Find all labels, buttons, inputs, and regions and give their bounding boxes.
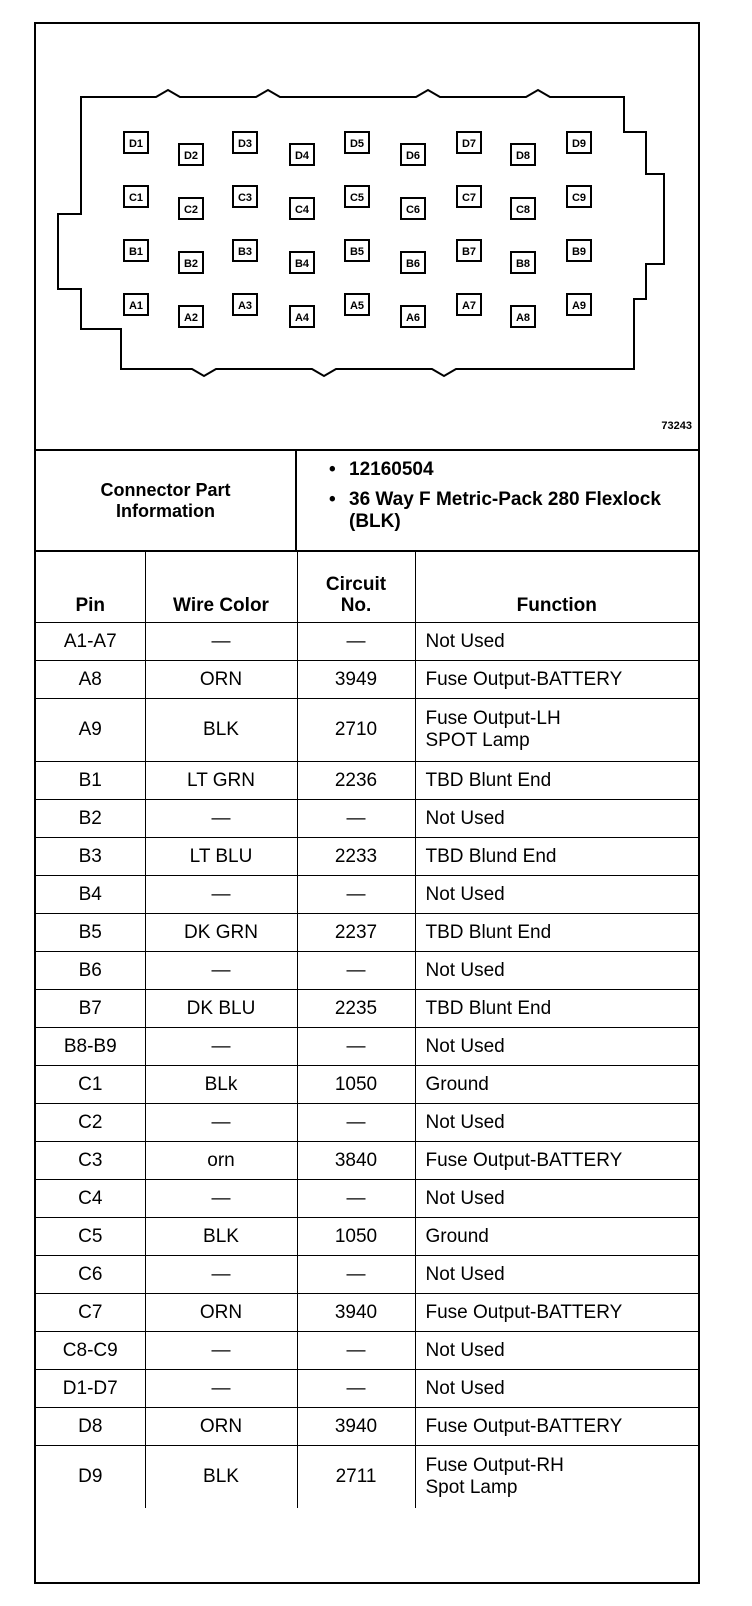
pin-cavity [567,186,591,207]
cell-pin: B8-B9 [36,1028,145,1066]
table-row [36,1332,698,1370]
cell-circuit-no: 2237 [297,914,415,952]
pin-cavity [511,198,535,219]
cell-wire-color: LT BLU [145,838,297,876]
pin-cavity [457,186,481,207]
cell-circuit-no: 1050 [297,1066,415,1104]
connector-sheet [34,22,700,1584]
pin-cavity-label: C6 [405,204,421,216]
cell-circuit-no: 3940 [297,1294,415,1332]
table-row [36,1180,698,1218]
header-circuit-no: Circuit No. [297,552,415,623]
pin-cavity-label: A2 [183,312,199,324]
cell-circuit-no: 1050 [297,1218,415,1256]
cell-pin: C4 [36,1180,145,1218]
cell-function: Not Used [415,1332,698,1370]
table-row [36,699,698,762]
pin-cavity-label: C2 [183,204,199,216]
pin-cavity [233,294,257,315]
table-row [36,1104,698,1142]
table-row [36,1142,698,1180]
cell-function: Not Used [415,1180,698,1218]
pin-cavity [345,240,369,261]
header-function: Function [415,552,698,623]
pin-cavity [401,144,425,165]
cell-circuit-no: — [297,1256,415,1294]
pin-cavity [233,240,257,261]
cell-function: Not Used [415,800,698,838]
pin-cavity-label: A9 [571,300,587,312]
cell-circuit-no: 2710 [297,699,415,762]
cell-function: Not Used [415,876,698,914]
cell-pin: D9 [36,1446,145,1509]
pin-cavity [124,240,148,261]
table-header-row [36,552,698,623]
cell-wire-color: BLK [145,699,297,762]
cell-circuit-no: — [297,623,415,661]
cell-circuit-no: — [297,1104,415,1142]
pin-cavity [567,132,591,153]
cell-pin: C7 [36,1294,145,1332]
pin-cavity-label: A1 [128,300,144,312]
cell-function: Fuse Output-BATTERY [415,1142,698,1180]
table-row [36,661,698,699]
cell-wire-color: — [145,1180,297,1218]
cell-function: TBD Blund End [415,838,698,876]
cell-function: Not Used [415,1256,698,1294]
cell-circuit-no: 3940 [297,1408,415,1446]
cell-wire-color: orn [145,1142,297,1180]
cell-pin: C1 [36,1066,145,1104]
cell-circuit-no: 2235 [297,990,415,1028]
pin-cavity [457,240,481,261]
cell-circuit-no: — [297,1370,415,1408]
pin-cavity-label: C1 [128,192,144,204]
cell-function: Fuse Output-BATTERY [415,1408,698,1446]
pin-cavity-label: B8 [515,258,531,270]
connector-part-info [36,451,698,552]
pin-cavity-label: C3 [237,192,253,204]
cell-wire-color: DK BLU [145,990,297,1028]
pin-cavity-label: D1 [128,138,144,150]
pin-cavity [179,144,203,165]
table-row [36,1028,698,1066]
cell-circuit-no: 3949 [297,661,415,699]
cell-pin: C2 [36,1104,145,1142]
cell-pin: B5 [36,914,145,952]
cell-pin: C5 [36,1218,145,1256]
pin-cavity-label: C9 [571,192,587,204]
cell-wire-color: — [145,800,297,838]
pin-cavity [233,132,257,153]
pin-cavity-label: D4 [294,150,310,162]
pin-cavity-label: A6 [405,312,421,324]
pin-cavity [401,252,425,273]
header-wire-color: Wire Color [145,552,297,623]
table-row [36,876,698,914]
cell-function: Fuse Output-LH SPOT Lamp [415,699,698,762]
connector-face-drawing [36,24,698,451]
pin-cavity-label: A4 [294,312,310,324]
cell-circuit-no: 2233 [297,838,415,876]
pin-cavity [457,294,481,315]
cell-circuit-no: — [297,1028,415,1066]
cell-function: TBD Blunt End [415,914,698,952]
pin-cavity [124,132,148,153]
pin-cavity-label: B6 [405,258,421,270]
pin-cavity-label: B4 [294,258,310,270]
cell-function: TBD Blunt End [415,762,698,800]
pin-cavity [567,294,591,315]
pin-cavity [290,252,314,273]
pin-cavity-label: B9 [571,246,587,258]
part-number: • 12160504 [329,459,699,481]
cell-pin: C3 [36,1142,145,1180]
cell-pin: A9 [36,699,145,762]
cell-wire-color: — [145,623,297,661]
cell-circuit-no: — [297,876,415,914]
pin-cavity-label: D9 [571,138,587,150]
pin-cavity-label: D2 [183,150,199,162]
pin-cavity [511,252,535,273]
table-row [36,990,698,1028]
pin-cavity-label: D7 [461,138,477,150]
cell-function: Fuse Output-RH Spot Lamp [415,1446,698,1509]
pin-cavity-label: A7 [461,300,477,312]
pin-cavity [179,306,203,327]
connector-part-info-label-text: Connector Part Information [100,479,231,521]
table-row [36,952,698,990]
cell-wire-color: — [145,1332,297,1370]
cell-wire-color: — [145,1370,297,1408]
pin-cavity-label: C5 [349,192,365,204]
header-pin: Pin [36,552,145,623]
cell-circuit-no: 2236 [297,762,415,800]
pin-cavity-label: D3 [237,138,253,150]
pin-cavity [567,240,591,261]
pin-cavity-label: C4 [294,204,310,216]
cell-function: Not Used [415,1104,698,1142]
cell-wire-color: ORN [145,1294,297,1332]
pin-cavity-label: A3 [237,300,253,312]
cell-wire-color: ORN [145,661,297,699]
pin-cavity [401,306,425,327]
cell-wire-color: — [145,876,297,914]
cell-pin: D1-D7 [36,1370,145,1408]
table-row [36,623,698,661]
connector-part-info-label [36,451,297,550]
connector-part-info-list [329,459,699,541]
pin-cavity [345,186,369,207]
pin-cavity-label: C8 [515,204,531,216]
cell-wire-color: BLK [145,1446,297,1509]
pin-cavity [124,186,148,207]
cell-circuit-no: 3840 [297,1142,415,1180]
cell-pin: B2 [36,800,145,838]
table-row [36,1370,698,1408]
cell-function: Ground [415,1218,698,1256]
pin-cavity-label: B5 [349,246,365,258]
pin-cavity-label: B3 [237,246,253,258]
pin-cavity [345,294,369,315]
cell-circuit-no: — [297,1180,415,1218]
cell-wire-color: — [145,1104,297,1142]
cell-wire-color: LT GRN [145,762,297,800]
pin-cavity-label: B1 [128,246,144,258]
cell-wire-color: — [145,952,297,990]
pin-cavity-label: B7 [461,246,477,258]
cell-function: Fuse Output-BATTERY [415,1294,698,1332]
pin-cavity [179,252,203,273]
table-row [36,838,698,876]
cell-wire-color: — [145,1256,297,1294]
pin-cavity-label: D6 [405,150,421,162]
table-row [36,1218,698,1256]
table-row [36,1446,698,1509]
cell-pin: B3 [36,838,145,876]
cell-pin: B6 [36,952,145,990]
cell-circuit-no: — [297,952,415,990]
cell-circuit-no: — [297,800,415,838]
table-row [36,762,698,800]
pin-function-table [36,552,698,1508]
connector-description: • 36 Way F Metric-Pack 280 Flexlock (BLK) [329,489,699,533]
cell-function: Not Used [415,623,698,661]
table-row [36,914,698,952]
pin-cavity [290,144,314,165]
cell-function: Fuse Output-BATTERY [415,661,698,699]
cell-wire-color: DK GRN [145,914,297,952]
pin-cavity [345,132,369,153]
cell-pin: B4 [36,876,145,914]
cell-wire-color: BLK [145,1218,297,1256]
cell-function: Not Used [415,1028,698,1066]
pin-cavity-label: D8 [515,150,531,162]
table-row [36,800,698,838]
cell-function: TBD Blunt End [415,990,698,1028]
cell-pin: C8-C9 [36,1332,145,1370]
cell-function: Not Used [415,952,698,990]
cell-function: Not Used [415,1370,698,1408]
pin-cavity [290,198,314,219]
cell-wire-color: — [145,1028,297,1066]
table-row [36,1294,698,1332]
cell-circuit-no: 2711 [297,1446,415,1509]
cell-function: Ground [415,1066,698,1104]
cell-wire-color: BLk [145,1066,297,1104]
cell-pin: C6 [36,1256,145,1294]
pin-cavity [401,198,425,219]
cell-circuit-no: — [297,1332,415,1370]
table-row [36,1408,698,1446]
pin-cavity-label: B2 [183,258,199,270]
pin-cavity-label: C7 [461,192,477,204]
connector-diagram [36,24,698,451]
pin-cavity [511,306,535,327]
figure-number: 73243 [661,420,692,432]
pin-cavity [124,294,148,315]
cell-pin: A1-A7 [36,623,145,661]
cell-pin: A8 [36,661,145,699]
pin-cavity [233,186,257,207]
cell-pin: B1 [36,762,145,800]
pin-cavity [290,306,314,327]
pin-cavity-label: A5 [349,300,365,312]
pin-cavity [457,132,481,153]
table-row [36,1256,698,1294]
table-row [36,1066,698,1104]
pin-cavity [511,144,535,165]
pin-cavity-label: D5 [349,138,365,150]
cell-pin: B7 [36,990,145,1028]
cell-pin: D8 [36,1408,145,1446]
pin-cavity [179,198,203,219]
pin-cavity-label: A8 [515,312,531,324]
cell-wire-color: ORN [145,1408,297,1446]
